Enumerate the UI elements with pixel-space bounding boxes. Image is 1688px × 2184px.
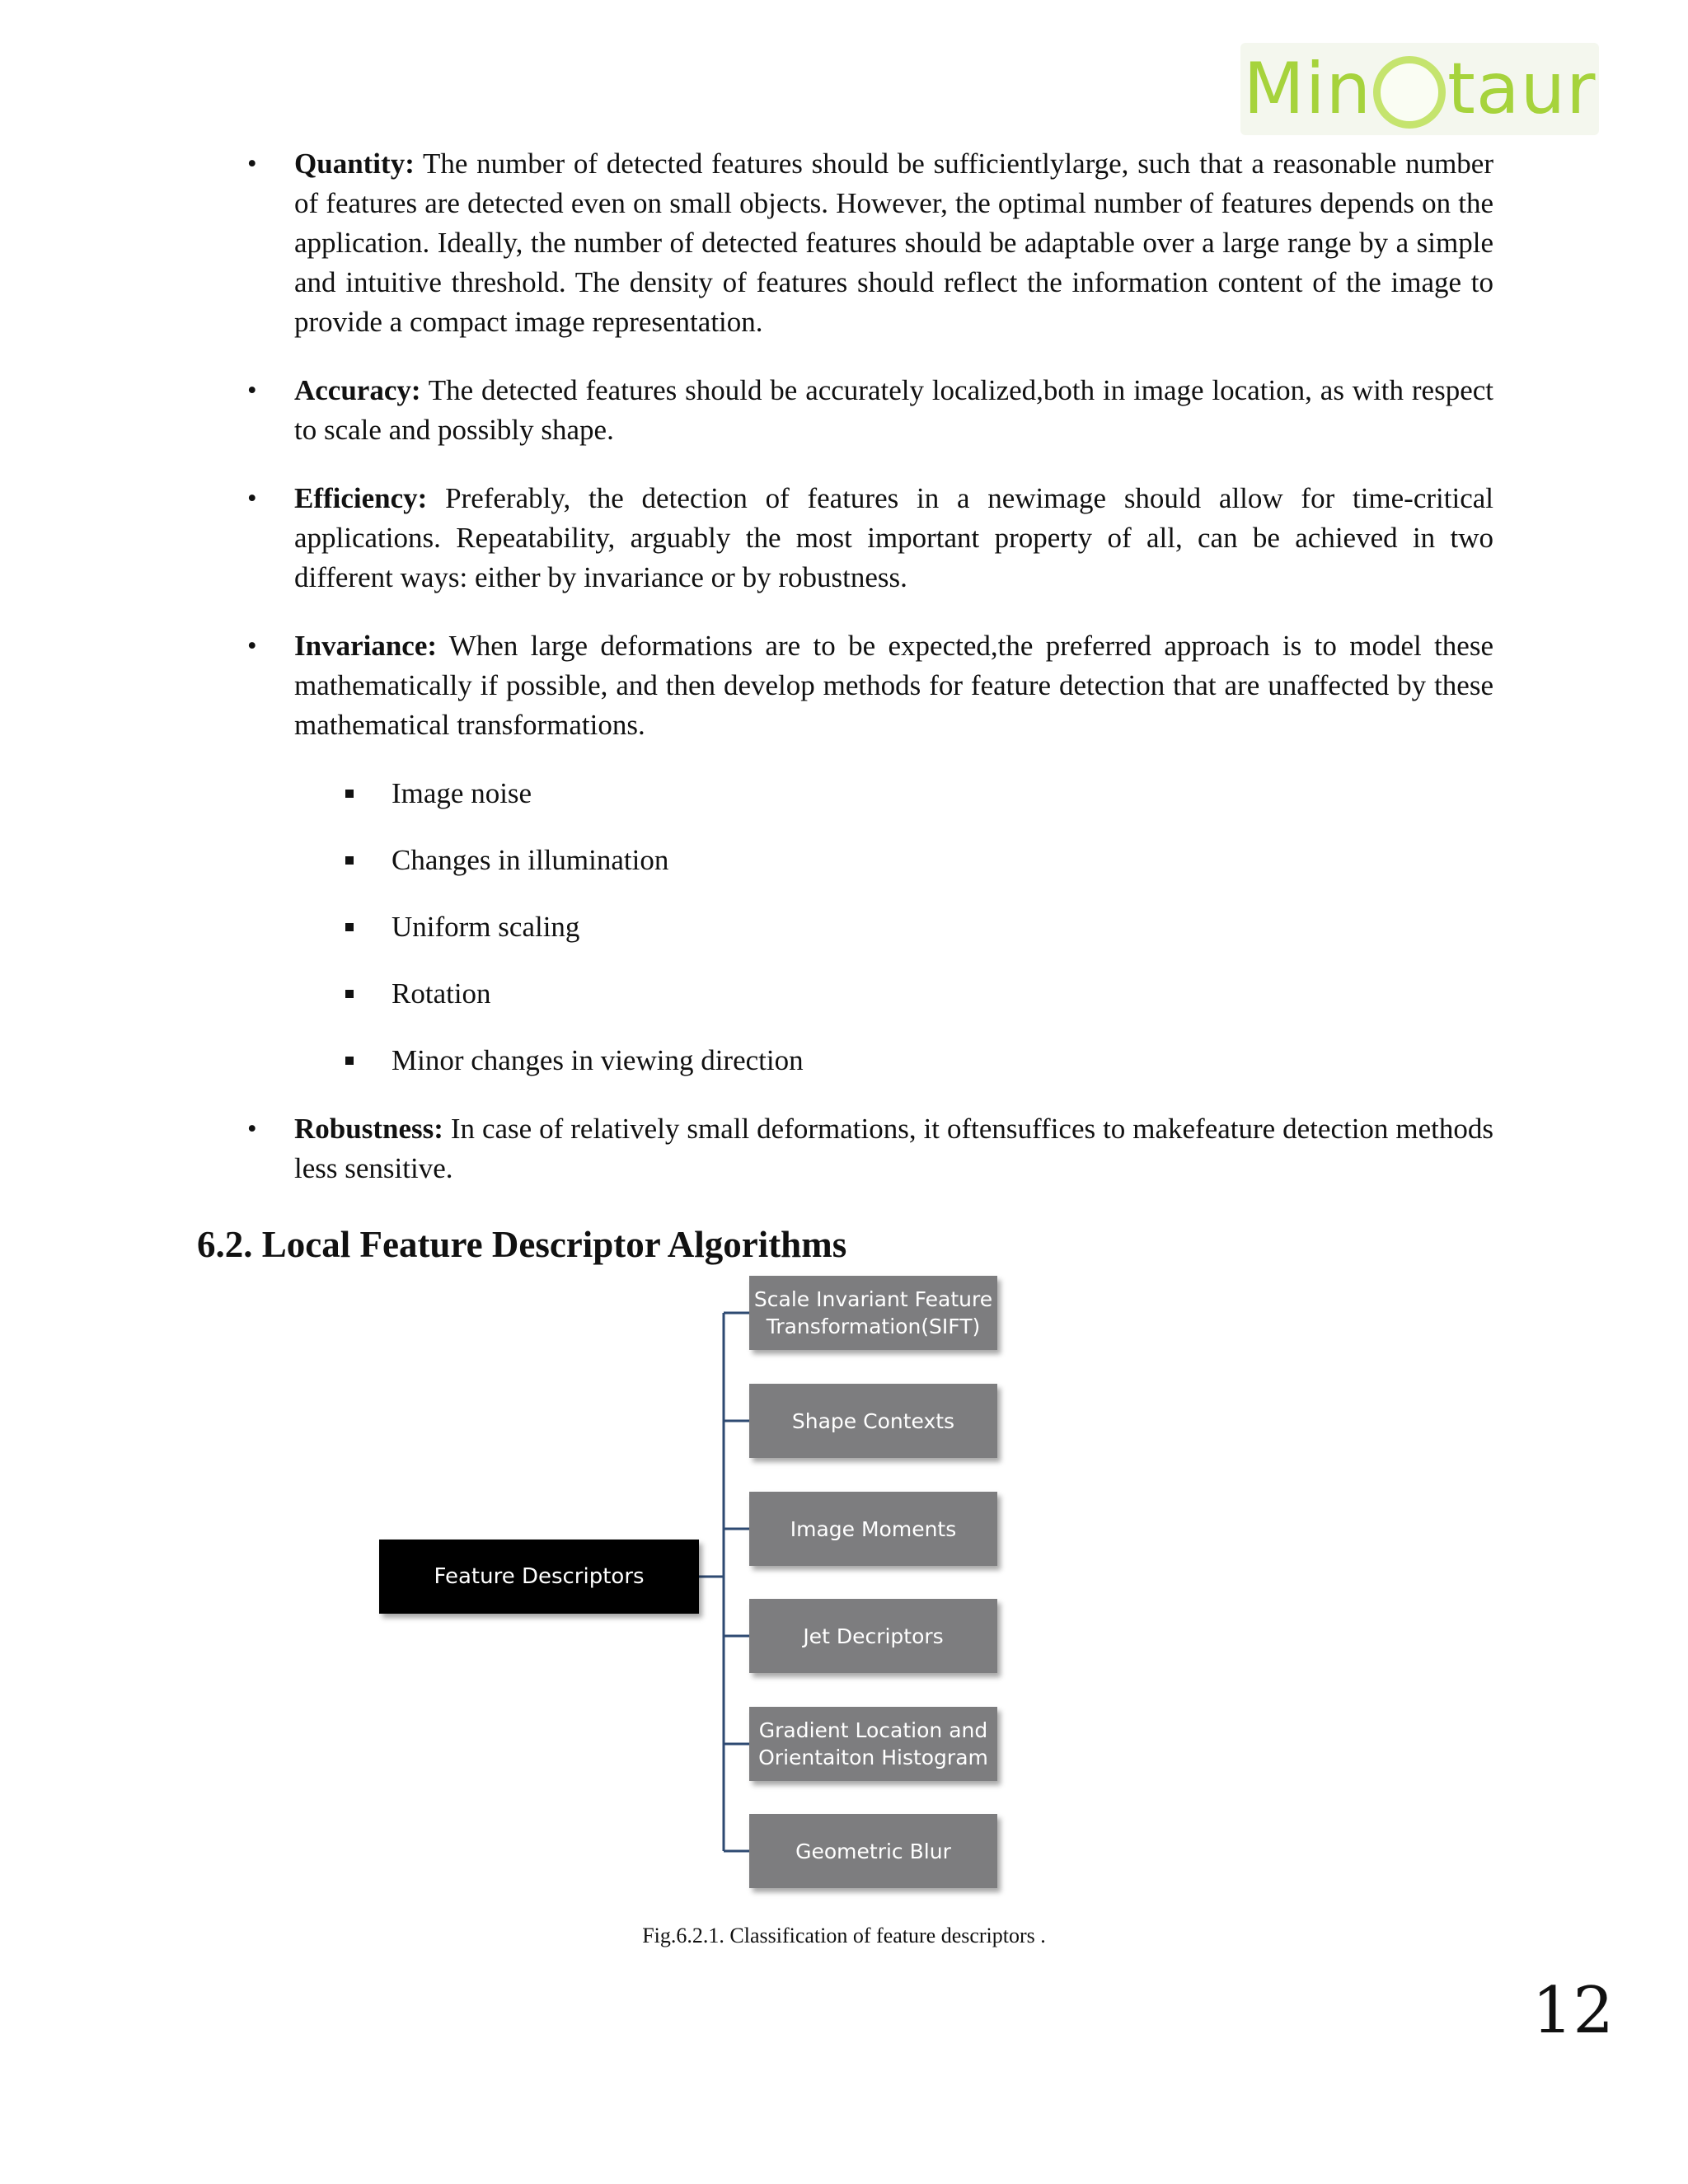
logo-ring-icon bbox=[1373, 56, 1446, 129]
sub-item: Minor changes in viewing direction bbox=[294, 1041, 1493, 1080]
figure-caption: Fig.6.2.1. Classification of feature descriptors . bbox=[642, 1924, 1046, 1947]
diagram-node-geometric-blur bbox=[749, 1814, 997, 1888]
diagram-node-image-moments bbox=[749, 1492, 997, 1566]
bullet-term: Efficiency: bbox=[294, 482, 428, 514]
bullet-text: Preferably, the detection of features in a newimage should allow for time-critical applications. Repeatability, arguably the most important property of all, can be achieved in two different ways: either by invariance or by robustness. bbox=[294, 482, 1493, 593]
bullet-accuracy bbox=[247, 371, 1493, 450]
bullet-text: The number of detected features should be sufficientlylarge, such that a reasonable number of features are detected even on small objects. However, the optimal number of features depends on the application. Ideally, the number of detected features should be adaptable over a large range by a simple and intuitive threshold. The density of features should reflect the information content of the image to provide a compact image representation. bbox=[294, 148, 1493, 338]
bullet-text: In case of relatively small deformations, it oftensuffices to makefeature detection methods less sensitive. bbox=[294, 1113, 1493, 1184]
bullet-efficiency bbox=[247, 479, 1493, 598]
minotaur-logo bbox=[1240, 43, 1599, 135]
bullet-term: Accuracy: bbox=[294, 374, 421, 406]
diagram-node-jet-descriptors bbox=[749, 1599, 997, 1673]
diagram-root-node: Feature Descriptors bbox=[379, 1540, 699, 1614]
node-line: Geometric Blur bbox=[795, 1839, 951, 1863]
bullet-invariance bbox=[247, 626, 1493, 1080]
diagram-node-shape-contexts bbox=[749, 1384, 997, 1458]
sub-item: Changes in illumination bbox=[294, 841, 1493, 880]
node-line: Shape Contexts bbox=[791, 1408, 955, 1433]
page-number: 12 bbox=[1531, 1974, 1614, 2048]
diagram-node-sift bbox=[749, 1276, 997, 1350]
logo-text-right: taur bbox=[1447, 48, 1597, 130]
section-heading: 6.2. Local Feature Descriptor Algorithms bbox=[197, 1224, 847, 1265]
feature-properties-list bbox=[247, 144, 1493, 1217]
bullet-term: Invariance: bbox=[294, 630, 438, 662]
bullet-term: Robustness: bbox=[294, 1113, 443, 1145]
node-line: Jet Decriptors bbox=[803, 1624, 944, 1648]
invariance-sublist bbox=[294, 774, 1493, 1080]
logo-text-left: Min bbox=[1243, 48, 1372, 130]
sub-item: Rotation bbox=[294, 974, 1493, 1014]
bullet-robustness bbox=[247, 1109, 1493, 1188]
node-line: Scale Invariant Feature bbox=[753, 1287, 993, 1311]
node-line: Gradient Location and bbox=[758, 1718, 988, 1742]
sub-item: Uniform scaling bbox=[294, 907, 1493, 947]
bullet-quantity bbox=[247, 144, 1493, 342]
node-line: Image Moments bbox=[790, 1516, 957, 1541]
node-line: Transformation(SIFT) bbox=[766, 1315, 981, 1338]
bullet-term: Quantity: bbox=[294, 148, 415, 180]
sub-item: Image noise bbox=[294, 774, 1493, 813]
diagram-node-gloh bbox=[749, 1707, 997, 1781]
bullet-text: When large deformations are to be expected,the preferred approach is to model these mathematically if possible, and then develop methods for feature detection that are unaffected by these mathematical transformations. bbox=[294, 630, 1493, 741]
bullet-text: The detected features should be accurately localized,both in image location, as with respect to scale and possibly shape. bbox=[294, 374, 1493, 446]
node-line: Orientaiton Histogram bbox=[758, 1746, 988, 1769]
